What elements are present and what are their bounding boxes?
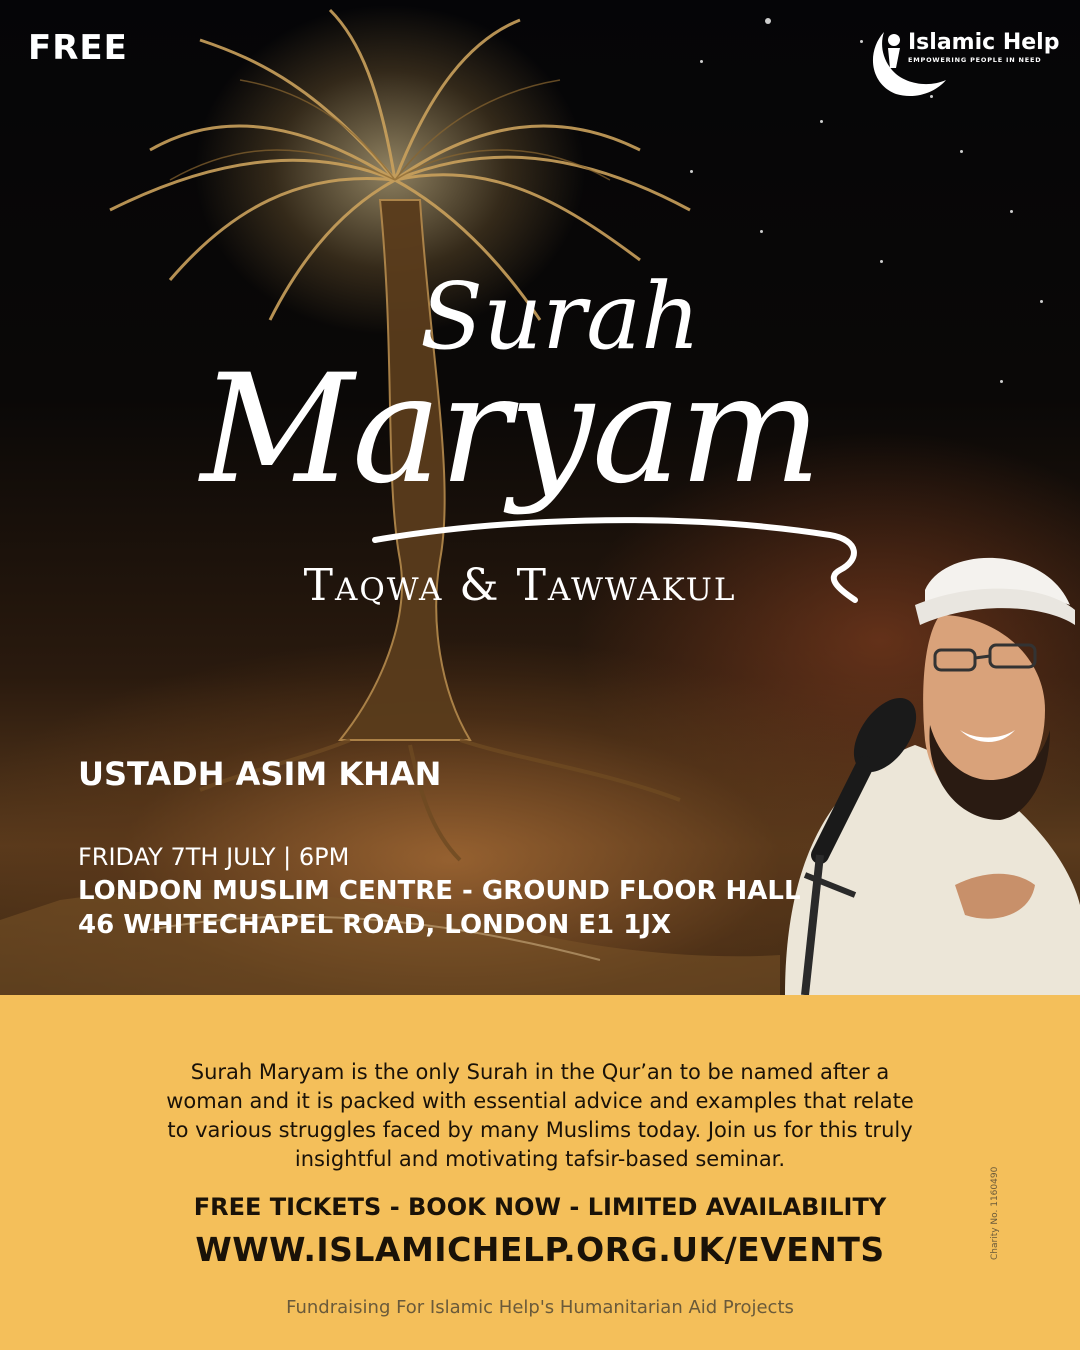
event-venue: LONDON MUSLIM CENTRE - GROUND FLOOR HALL <box>78 876 801 906</box>
speaker-name: USTADH ASIM KHAN <box>78 755 442 793</box>
title-line-1: Surah <box>420 263 701 370</box>
event-address: 46 WHITECHAPEL ROAD, LONDON E1 1JX <box>78 910 672 940</box>
fundraising-footer: Fundraising For Islamic Help's Humanitarian Aid Projects <box>286 1297 794 1318</box>
logo-tagline: EMPOWERING PEOPLE IN NEED <box>908 56 1042 64</box>
tickets-callout: FREE TICKETS - BOOK NOW - LIMITED AVAILABILITY <box>193 1193 887 1221</box>
charity-number: Charity No. 1160490 <box>990 1166 1000 1260</box>
free-badge: FREE <box>28 28 128 68</box>
event-date-time: FRIDAY 7TH JULY | 6PM <box>78 843 350 871</box>
event-description: Surah Maryam is the only Surah in the Qur’an to be named after a woman and it is packed with essential advice and examples that relate to various struggles faced by many Muslims today. Join us for this truly insightful and motivating tafsir-based seminar. <box>166 1060 914 1171</box>
website-link[interactable]: WWW.ISLAMICHELP.ORG.UK/EVENTS <box>195 1230 885 1269</box>
logo-name: Islamic Help <box>908 30 1060 55</box>
title-line-2: Maryam <box>200 343 820 517</box>
event-subtitle: Taqwa & Tawwakul <box>303 560 737 611</box>
